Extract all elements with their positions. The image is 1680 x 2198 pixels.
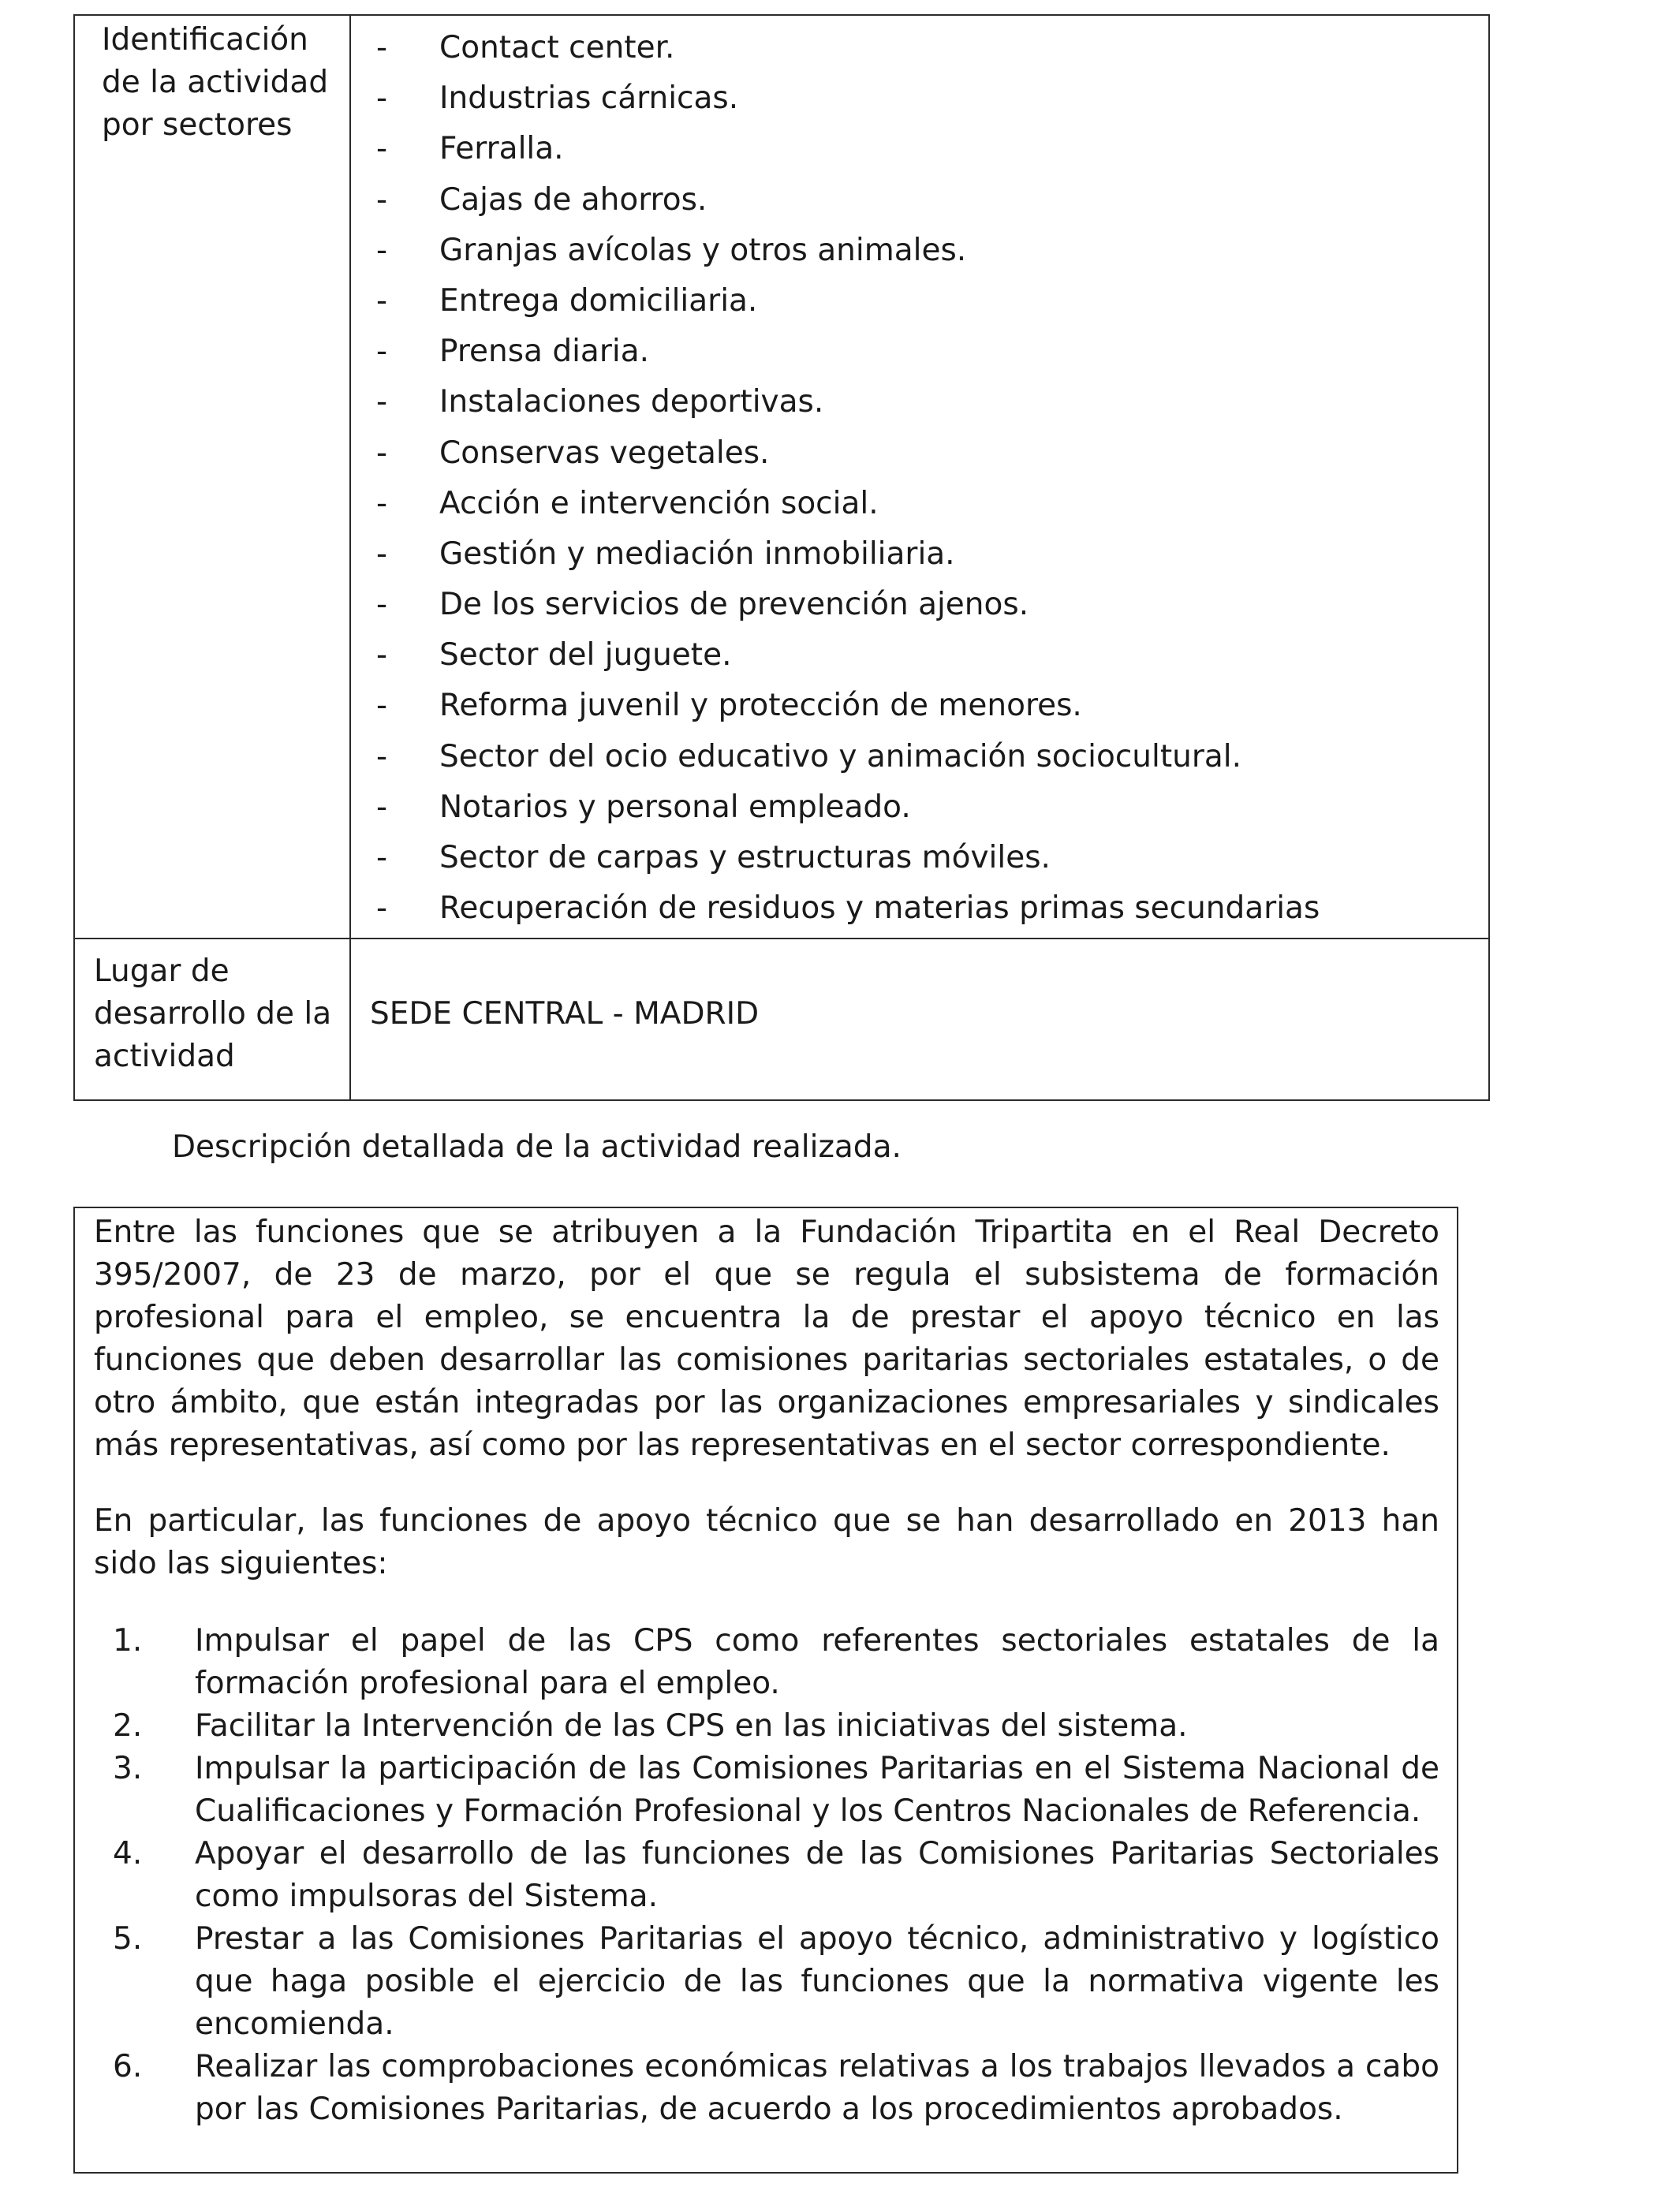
place-row — [74, 939, 1489, 1100]
sector-item — [351, 230, 1488, 280]
sector-item — [351, 128, 1488, 178]
function-item — [94, 1833, 1439, 1918]
functions-list — [94, 1620, 1439, 2131]
function-number: 5. — [113, 1921, 143, 1957]
sector-item-text: Acción e intervención social. — [439, 485, 879, 521]
place-value-cell — [350, 939, 1489, 1100]
sector-item — [351, 77, 1488, 128]
list-dash: - — [376, 181, 388, 218]
list-dash: - — [376, 840, 388, 875]
sector-item — [351, 837, 1488, 887]
list-dash: - — [376, 80, 388, 117]
sector-item — [351, 27, 1488, 77]
description-heading: Descripción detallada de la actividad realizada. — [172, 1129, 902, 1165]
function-item — [94, 1705, 1439, 1748]
sector-item-text: Granjas avícolas y otros animales. — [439, 232, 967, 268]
sector-item-text: Prensa diaria. — [439, 334, 649, 370]
sector-item — [351, 330, 1488, 381]
list-dash: - — [376, 890, 388, 927]
sector-item — [351, 483, 1488, 533]
sector-item-text: Industrias cárnicas. — [439, 80, 739, 117]
sector-item-text: Recuperación de residuos y materias primas secundarias — [439, 890, 1320, 927]
sector-item — [351, 736, 1488, 786]
sector-item-text: Notarios y personal empleado. — [439, 789, 911, 825]
function-text: Facilitar la Intervención de las CPS en las iniciativas del sistema. — [195, 1708, 1188, 1744]
function-item — [94, 1918, 1439, 2046]
list-dash: - — [376, 435, 388, 471]
sectors-label: Identificación de la actividad por sectores — [102, 22, 329, 143]
function-number: 2. — [113, 1708, 143, 1744]
function-number: 6. — [113, 2049, 143, 2084]
activity-table — [73, 14, 1490, 1101]
sector-item-text: Gestión y mediación inmobiliaria. — [439, 536, 955, 572]
list-dash: - — [376, 232, 388, 268]
sector-item-text: Entrega domiciliaria. — [439, 282, 758, 319]
sector-item — [351, 786, 1488, 837]
function-text: Prestar a las Comisiones Paritarias el apoyo técnico, administrativo y logístico que haga posible el ejercicio de las funciones que la normativa vigente les encomienda. — [195, 1921, 1439, 2042]
sector-item — [351, 432, 1488, 483]
sector-item — [351, 634, 1488, 685]
sector-item — [351, 887, 1488, 938]
description-box — [73, 1207, 1458, 2174]
list-dash: - — [376, 282, 388, 319]
sectors-list-cell — [350, 15, 1489, 939]
function-number: 1. — [113, 1623, 143, 1659]
sector-item — [351, 381, 1488, 431]
sector-item-text: Reforma juvenil y protección de menores. — [439, 688, 1082, 724]
sector-list — [351, 16, 1488, 938]
place-value: SEDE CENTRAL - MADRID — [370, 996, 760, 1032]
list-dash: - — [376, 536, 388, 572]
list-dash: - — [376, 131, 388, 167]
sector-item-text: Sector del ocio educativo y animación sociocultural. — [439, 738, 1241, 774]
list-dash: - — [376, 485, 388, 521]
sector-item-text: De los servicios de prevención ajenos. — [439, 587, 1029, 623]
place-label: Lugar de desarrollo de la actividad — [94, 953, 332, 1075]
sector-item-text: Conservas vegetales. — [439, 435, 770, 471]
sector-item-text: Instalaciones deportivas. — [439, 384, 824, 420]
list-dash: - — [376, 688, 388, 724]
sector-item-text: Contact center. — [439, 30, 675, 65]
sector-item — [351, 533, 1488, 584]
function-item — [94, 2046, 1439, 2131]
sectors-row — [74, 15, 1489, 939]
list-dash: - — [376, 738, 388, 774]
function-item — [94, 1620, 1439, 1705]
list-dash: - — [376, 789, 388, 825]
sector-item — [351, 685, 1488, 735]
list-dash: - — [376, 384, 388, 420]
description-paragraph-1: Entre las funciones que se atribuyen a la Fundación Tripartita en el Real Decreto 395/2007, de 23 de marzo, por el que se regula el subsistema de formación profesional para el empleo, se encuentra la de prestar el apoyo técnico en las funciones que deben desarrollar las comisiones paritarias sectoriales estatales, o de otro ámbito, que están integradas por las organizaciones empresariales y sindicales más representativas, así como por las representativas en el sector correspondiente. — [94, 1215, 1439, 1463]
list-dash: - — [376, 637, 388, 674]
function-number: 4. — [113, 1836, 143, 1871]
place-label-cell — [74, 939, 350, 1100]
function-text: Apoyar el desarrollo de las funciones de las Comisiones Paritarias Sectoriales como impulsoras del Sistema. — [195, 1836, 1439, 1914]
function-text: Impulsar el papel de las CPS como referentes sectoriales estatales de la formación profesional para el empleo. — [195, 1623, 1439, 1701]
sector-item — [351, 280, 1488, 330]
list-dash: - — [376, 30, 388, 65]
function-item — [94, 1748, 1439, 1833]
sector-item-text: Sector del juguete. — [439, 637, 732, 674]
sector-item-text: Cajas de ahorros. — [439, 181, 707, 218]
function-text: Realizar las comprobaciones económicas relativas a los trabajos llevados a cabo por las Comisiones Paritarias, de acuerdo a los procedimientos aprobados. — [195, 2049, 1439, 2127]
description-paragraph-2: En particular, las funciones de apoyo técnico que se han desarrollado en 2013 han sido las siguientes: — [94, 1503, 1439, 1581]
function-text: Impulsar la participación de las Comisiones Paritarias en el Sistema Nacional de Cualificaciones y Formación Profesional y los Centros Nacionales de Referencia. — [195, 1751, 1439, 1829]
sector-item — [351, 179, 1488, 230]
sector-item — [351, 584, 1488, 634]
sector-item-text: Sector de carpas y estructuras móviles. — [439, 840, 1051, 875]
function-number: 3. — [113, 1751, 143, 1786]
sectors-label-cell — [74, 15, 350, 939]
sector-item-text: Ferralla. — [439, 131, 564, 167]
list-dash: - — [376, 587, 388, 623]
list-dash: - — [376, 334, 388, 370]
